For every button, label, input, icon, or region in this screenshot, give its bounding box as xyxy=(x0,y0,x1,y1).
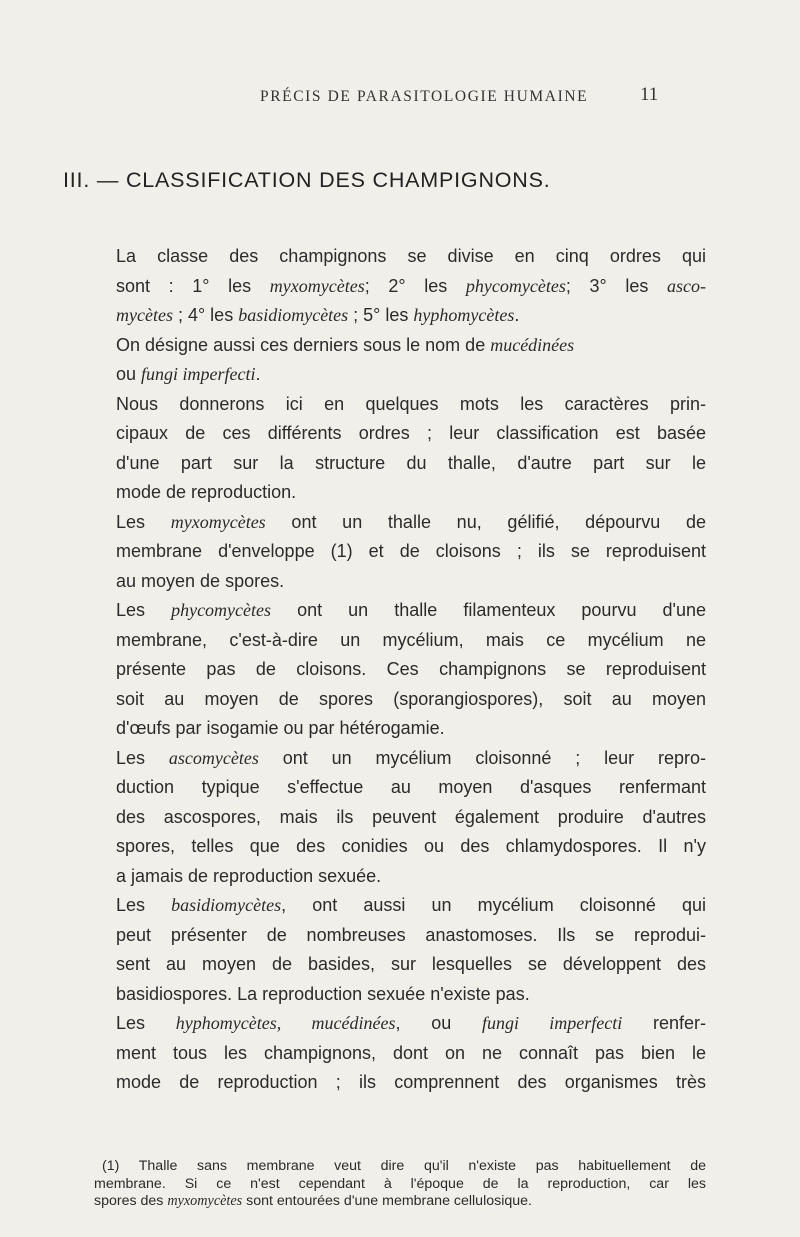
body-text xyxy=(94,242,706,1098)
paragraph-6: Les basidiomycètes, ont aussi un mycélium cloisonné qui peut présenter de nombreuses anastomoses. Ils se reprodui- sent au moyen de basides, sur lesquelles se développent des basidiospores. La reproduction sexuée n'existe pas. xyxy=(116,895,706,1004)
footnote: (1) Thalle sans membrane veut dire qu'il n'existe pas habituellement de membrane. Si ce n'est cependant à l'époque de la reproduction, car les spores des myxomycètes sont entourées d'une membrane cellulosique. xyxy=(94,1158,706,1209)
paragraph-1: La classe des champignons se divise en cinq ordres qui sont : 1° les myxomycètes; 2° les phycomycètes; 3° les asco- mycètes ; 4° les basidiomycètes ; 5° les hyphomycètes. On désigne aussi ces derniers sous le nom de mucédinées ou fungi imperfecti. xyxy=(116,246,706,384)
paragraph-5: Les ascomycètes ont un mycélium cloisonné ; leur repro- duction typique s'effectue au moyen d'asques renfermant des ascospores, mais ils peuvent également produire d'autres spores, telles que des conidies ou des chlamydospores. Il n'y a jamais de reproduction sexuée. xyxy=(116,747,707,886)
running-title: PRÉCIS DE PARASITOLOGIE HUMAINE xyxy=(260,88,589,105)
section-title: III. — CLASSIFICATION DES CHAMPIGNONS. xyxy=(63,168,551,192)
paragraph-4: Les phycomycètes ont un thalle filamenteux pourvu d'une membrane, c'est-à-dire un mycélium, mais ce mycélium ne présente pas de cloisons. Ces champignons se reproduisent soit au moyen de spores (sporangiospores), soit au moyen d'œufs par isogamie ou par hétérogamie. xyxy=(116,600,706,738)
paragraph-7: Les hyphomycètes, mucédinées, ou fungi imperfecti renfer- ment tous les champignons, dont on ne connaît pas bien le mode de reproduction ; ils comprennent des organismes très xyxy=(116,1013,706,1092)
paragraph-2: Nous donnerons ici en quelques mots les caractères prin- cipaux de ces différents ordres ; leur classification est basée d'une part sur la structure du thalle, d'autre part sur le mode de reproduction. xyxy=(116,393,706,502)
paragraph-3: Les myxomycètes ont un thalle nu, gélifié, dépourvu de membrane d'enveloppe (1) et de cloisons ; ils se reproduisent au moyen de spores. xyxy=(116,511,706,591)
page-number: 11 xyxy=(640,84,659,105)
